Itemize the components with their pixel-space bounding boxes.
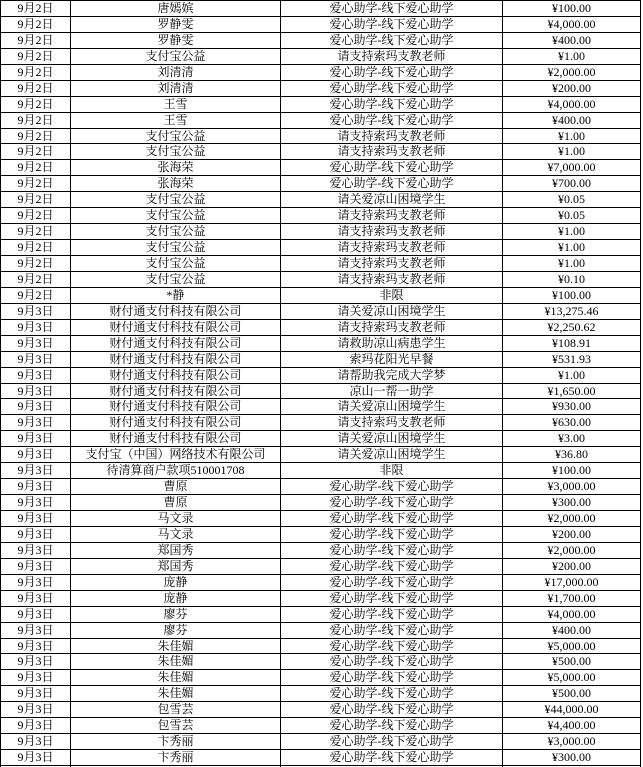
date-cell: 9月3日 (1, 526, 71, 542)
amount-cell: ¥1.00 (503, 367, 641, 383)
table-row (1, 271, 641, 287)
table-row (1, 399, 641, 415)
table-row (1, 208, 641, 224)
project-cell: 爱心助学-线下爱心助学 (281, 160, 503, 176)
project-cell: 请支持索玛支教老师 (281, 48, 503, 64)
amount-cell: ¥630.00 (503, 415, 641, 431)
project-cell: 索玛花阳光早餐 (281, 351, 503, 367)
payer-cell: 支付宝公益 (71, 240, 281, 256)
payer-cell: 唐嫣嫔 (71, 1, 281, 17)
date-cell: 9月3日 (1, 511, 71, 527)
payer-cell: 待清算商户款项510001708 (71, 463, 281, 479)
table-row (1, 702, 641, 718)
amount-cell: ¥44,000.00 (503, 702, 641, 718)
amount-cell: ¥4,400.00 (503, 718, 641, 734)
table-row (1, 303, 641, 319)
amount-cell: ¥0.05 (503, 192, 641, 208)
payer-cell: 财付通支付科技有限公司 (71, 319, 281, 335)
payer-cell: 刘清清 (71, 64, 281, 80)
amount-cell: ¥100.00 (503, 287, 641, 303)
table-row (1, 431, 641, 447)
date-cell: 9月2日 (1, 112, 71, 128)
project-cell: 爱心助学-线下爱心助学 (281, 718, 503, 734)
table-row (1, 622, 641, 638)
payer-cell: 庞静 (71, 590, 281, 606)
amount-cell: ¥930.00 (503, 399, 641, 415)
project-cell: 请救助凉山病患学生 (281, 335, 503, 351)
payer-cell: 曹原 (71, 479, 281, 495)
amount-cell: ¥531.93 (503, 351, 641, 367)
table-row (1, 686, 641, 702)
project-cell: 爱心助学-线下爱心助学 (281, 638, 503, 654)
project-cell: 爱心助学-线下爱心助学 (281, 590, 503, 606)
date-cell: 9月3日 (1, 750, 71, 766)
project-cell: 爱心助学-线下爱心助学 (281, 734, 503, 750)
amount-cell: ¥2,250.62 (503, 319, 641, 335)
amount-cell: ¥1,700.00 (503, 590, 641, 606)
payer-cell: 廖芬 (71, 622, 281, 638)
table-row (1, 495, 641, 511)
table-row (1, 447, 641, 463)
project-cell: 请支持索玛支教老师 (281, 319, 503, 335)
amount-cell: ¥4,000.00 (503, 606, 641, 622)
payer-cell: 支付宝公益 (71, 48, 281, 64)
date-cell: 9月3日 (1, 335, 71, 351)
amount-cell: ¥1,650.00 (503, 383, 641, 399)
date-cell: 9月3日 (1, 622, 71, 638)
table-row (1, 670, 641, 686)
amount-cell: ¥7,000.00 (503, 160, 641, 176)
payer-cell: 支付宝（中国）网络技术有限公司 (71, 447, 281, 463)
amount-cell: ¥400.00 (503, 32, 641, 48)
amount-cell: ¥4,000.00 (503, 96, 641, 112)
payer-cell: 马文录 (71, 526, 281, 542)
project-cell: 请支持索玛支教老师 (281, 240, 503, 256)
amount-cell: ¥5,000.00 (503, 638, 641, 654)
date-cell: 9月3日 (1, 542, 71, 558)
date-cell: 9月3日 (1, 463, 71, 479)
date-cell: 9月2日 (1, 208, 71, 224)
table-row (1, 654, 641, 670)
payer-cell: 支付宝公益 (71, 128, 281, 144)
table-row (1, 383, 641, 399)
amount-cell: ¥17,000.00 (503, 574, 641, 590)
date-cell: 9月2日 (1, 176, 71, 192)
payer-cell: 支付宝公益 (71, 144, 281, 160)
table-row (1, 718, 641, 734)
payer-cell: 卞秀丽 (71, 734, 281, 750)
date-cell: 9月2日 (1, 48, 71, 64)
payer-cell: 支付宝公益 (71, 208, 281, 224)
date-cell: 9月3日 (1, 718, 71, 734)
project-cell: 请关爱凉山困境学生 (281, 192, 503, 208)
project-cell: 爱心助学-线下爱心助学 (281, 574, 503, 590)
amount-cell: ¥1.00 (503, 128, 641, 144)
payer-cell: 朱佳媚 (71, 638, 281, 654)
project-cell: 爱心助学-线下爱心助学 (281, 80, 503, 96)
amount-cell: ¥500.00 (503, 686, 641, 702)
table-row (1, 558, 641, 574)
project-cell: 爱心助学-线下爱心助学 (281, 64, 503, 80)
payer-cell: 庞静 (71, 574, 281, 590)
project-cell: 爱心助学-线下爱心助学 (281, 622, 503, 638)
project-cell: 爱心助学-线下爱心助学 (281, 526, 503, 542)
project-cell: 凉山一帮一助学 (281, 383, 503, 399)
date-cell: 9月3日 (1, 351, 71, 367)
project-cell: 请支持索玛支教老师 (281, 256, 503, 272)
payer-cell: 财付通支付科技有限公司 (71, 399, 281, 415)
amount-cell: ¥100.00 (503, 1, 641, 17)
donation-table-body (1, 1, 641, 767)
amount-cell: ¥200.00 (503, 526, 641, 542)
amount-cell: ¥400.00 (503, 622, 641, 638)
date-cell: 9月3日 (1, 606, 71, 622)
date-cell: 9月3日 (1, 654, 71, 670)
payer-cell: 包雪芸 (71, 702, 281, 718)
amount-cell: ¥200.00 (503, 80, 641, 96)
date-cell: 9月3日 (1, 303, 71, 319)
date-cell: 9月3日 (1, 574, 71, 590)
project-cell: 请帮助我完成大学梦 (281, 367, 503, 383)
amount-cell: ¥2,000.00 (503, 511, 641, 527)
table-row (1, 415, 641, 431)
date-cell: 9月3日 (1, 383, 71, 399)
payer-cell: 包雪芸 (71, 718, 281, 734)
table-row (1, 176, 641, 192)
payer-cell: 支付宝公益 (71, 192, 281, 208)
payer-cell: 曹原 (71, 495, 281, 511)
project-cell: 请关爱凉山困境学生 (281, 399, 503, 415)
amount-cell: ¥0.05 (503, 208, 641, 224)
amount-cell: ¥100.00 (503, 463, 641, 479)
amount-cell: ¥1.00 (503, 256, 641, 272)
amount-cell: ¥4,000.00 (503, 16, 641, 32)
payer-cell: 财付通支付科技有限公司 (71, 367, 281, 383)
table-row (1, 542, 641, 558)
amount-cell: ¥0.10 (503, 271, 641, 287)
date-cell: 9月2日 (1, 96, 71, 112)
payer-cell: 朱佳媚 (71, 654, 281, 670)
table-row (1, 144, 641, 160)
table-row (1, 750, 641, 766)
amount-cell: ¥3,000.00 (503, 734, 641, 750)
amount-cell: ¥200.00 (503, 558, 641, 574)
amount-cell: ¥300.00 (503, 750, 641, 766)
table-row (1, 479, 641, 495)
table-row (1, 64, 641, 80)
project-cell: 爱心助学-线下爱心助学 (281, 511, 503, 527)
date-cell: 9月2日 (1, 224, 71, 240)
payer-cell: 财付通支付科技有限公司 (71, 335, 281, 351)
project-cell: 请支持索玛支教老师 (281, 208, 503, 224)
table-row (1, 32, 641, 48)
payer-cell: 廖芬 (71, 606, 281, 622)
payer-cell: 张海荣 (71, 160, 281, 176)
table-row (1, 319, 641, 335)
payer-cell: 支付宝公益 (71, 256, 281, 272)
project-cell: 请支持索玛支教老师 (281, 271, 503, 287)
table-row (1, 48, 641, 64)
project-cell: 爱心助学-线下爱心助学 (281, 702, 503, 718)
table-row (1, 638, 641, 654)
table-row (1, 192, 641, 208)
amount-cell: ¥13,275.46 (503, 303, 641, 319)
table-row (1, 335, 641, 351)
date-cell: 9月2日 (1, 144, 71, 160)
payer-cell: 刘清清 (71, 80, 281, 96)
date-cell: 9月2日 (1, 64, 71, 80)
date-cell: 9月3日 (1, 686, 71, 702)
payer-cell: 王雪 (71, 96, 281, 112)
payer-cell: 支付宝公益 (71, 224, 281, 240)
table-row (1, 240, 641, 256)
payer-cell: 财付通支付科技有限公司 (71, 415, 281, 431)
date-cell: 9月3日 (1, 670, 71, 686)
amount-cell: ¥3,000.00 (503, 479, 641, 495)
date-cell: 9月2日 (1, 128, 71, 144)
payer-cell: 郑国秀 (71, 558, 281, 574)
date-cell: 9月3日 (1, 702, 71, 718)
date-cell: 9月3日 (1, 447, 71, 463)
date-cell: 9月3日 (1, 319, 71, 335)
payer-cell: 朱佳媚 (71, 686, 281, 702)
project-cell: 爱心助学-线下爱心助学 (281, 16, 503, 32)
amount-cell: ¥500.00 (503, 654, 641, 670)
amount-cell: ¥1.00 (503, 144, 641, 160)
date-cell: 9月2日 (1, 16, 71, 32)
payer-cell: 财付通支付科技有限公司 (71, 431, 281, 447)
amount-cell: ¥108.91 (503, 335, 641, 351)
amount-cell: ¥36.80 (503, 447, 641, 463)
project-cell: 非限 (281, 287, 503, 303)
date-cell: 9月2日 (1, 192, 71, 208)
date-cell: 9月2日 (1, 160, 71, 176)
table-row (1, 606, 641, 622)
project-cell: 爱心助学-线下爱心助学 (281, 32, 503, 48)
table-row (1, 351, 641, 367)
amount-cell: ¥5,000.00 (503, 670, 641, 686)
project-cell: 爱心助学-线下爱心助学 (281, 1, 503, 17)
table-row (1, 96, 641, 112)
project-cell: 爱心助学-线下爱心助学 (281, 686, 503, 702)
amount-cell: ¥1.00 (503, 240, 641, 256)
project-cell: 请关爱凉山困境学生 (281, 447, 503, 463)
table-row (1, 511, 641, 527)
project-cell: 请支持索玛支教老师 (281, 415, 503, 431)
project-cell: 请支持索玛支教老师 (281, 128, 503, 144)
project-cell: 请支持索玛支教老师 (281, 224, 503, 240)
amount-cell: ¥1.00 (503, 48, 641, 64)
date-cell: 9月3日 (1, 431, 71, 447)
date-cell: 9月2日 (1, 256, 71, 272)
table-row (1, 224, 641, 240)
table-row (1, 112, 641, 128)
project-cell: 爱心助学-线下爱心助学 (281, 654, 503, 670)
payer-cell: 张海荣 (71, 176, 281, 192)
project-cell: 请支持索玛支教老师 (281, 144, 503, 160)
date-cell: 9月3日 (1, 399, 71, 415)
table-row (1, 160, 641, 176)
payer-cell: 罗静雯 (71, 32, 281, 48)
date-cell: 9月3日 (1, 558, 71, 574)
amount-cell: ¥3.00 (503, 431, 641, 447)
table-row (1, 590, 641, 606)
payer-cell: 卞秀丽 (71, 750, 281, 766)
table-row (1, 463, 641, 479)
table-row (1, 128, 641, 144)
project-cell: 爱心助学-线下爱心助学 (281, 750, 503, 766)
amount-cell: ¥400.00 (503, 112, 641, 128)
payer-cell: 王雪 (71, 112, 281, 128)
date-cell: 9月2日 (1, 80, 71, 96)
table-row (1, 367, 641, 383)
project-cell: 请关爱凉山困境学生 (281, 431, 503, 447)
project-cell: 请关爱凉山困境学生 (281, 303, 503, 319)
amount-cell: ¥1.00 (503, 224, 641, 240)
payer-cell: 财付通支付科技有限公司 (71, 303, 281, 319)
date-cell: 9月2日 (1, 1, 71, 17)
date-cell: 9月3日 (1, 479, 71, 495)
date-cell: 9月3日 (1, 415, 71, 431)
project-cell: 爱心助学-线下爱心助学 (281, 542, 503, 558)
date-cell: 9月3日 (1, 495, 71, 511)
payer-cell: 郑国秀 (71, 542, 281, 558)
amount-cell: ¥700.00 (503, 176, 641, 192)
date-cell: 9月3日 (1, 367, 71, 383)
amount-cell: ¥2,000.00 (503, 64, 641, 80)
table-row (1, 287, 641, 303)
project-cell: 爱心助学-线下爱心助学 (281, 176, 503, 192)
project-cell: 非限 (281, 463, 503, 479)
payer-cell: 朱佳媚 (71, 670, 281, 686)
payer-cell: *静 (71, 287, 281, 303)
table-row (1, 256, 641, 272)
payer-cell: 罗静雯 (71, 16, 281, 32)
table-row (1, 574, 641, 590)
table-row (1, 734, 641, 750)
project-cell: 爱心助学-线下爱心助学 (281, 606, 503, 622)
table-row (1, 16, 641, 32)
date-cell: 9月2日 (1, 271, 71, 287)
project-cell: 爱心助学-线下爱心助学 (281, 670, 503, 686)
project-cell: 爱心助学-线下爱心助学 (281, 495, 503, 511)
table-row (1, 80, 641, 96)
date-cell: 9月3日 (1, 590, 71, 606)
date-cell: 9月2日 (1, 32, 71, 48)
project-cell: 爱心助学-线下爱心助学 (281, 479, 503, 495)
date-cell: 9月3日 (1, 734, 71, 750)
payer-cell: 马文录 (71, 511, 281, 527)
project-cell: 爱心助学-线下爱心助学 (281, 112, 503, 128)
table-row (1, 1, 641, 17)
project-cell: 爱心助学-线下爱心助学 (281, 96, 503, 112)
payer-cell: 财付通支付科技有限公司 (71, 351, 281, 367)
date-cell: 9月2日 (1, 287, 71, 303)
payer-cell: 财付通支付科技有限公司 (71, 383, 281, 399)
payer-cell: 支付宝公益 (71, 271, 281, 287)
project-cell: 爱心助学-线下爱心助学 (281, 558, 503, 574)
amount-cell: ¥2,000.00 (503, 542, 641, 558)
date-cell: 9月3日 (1, 638, 71, 654)
amount-cell: ¥300.00 (503, 495, 641, 511)
table-row (1, 526, 641, 542)
date-cell: 9月2日 (1, 240, 71, 256)
